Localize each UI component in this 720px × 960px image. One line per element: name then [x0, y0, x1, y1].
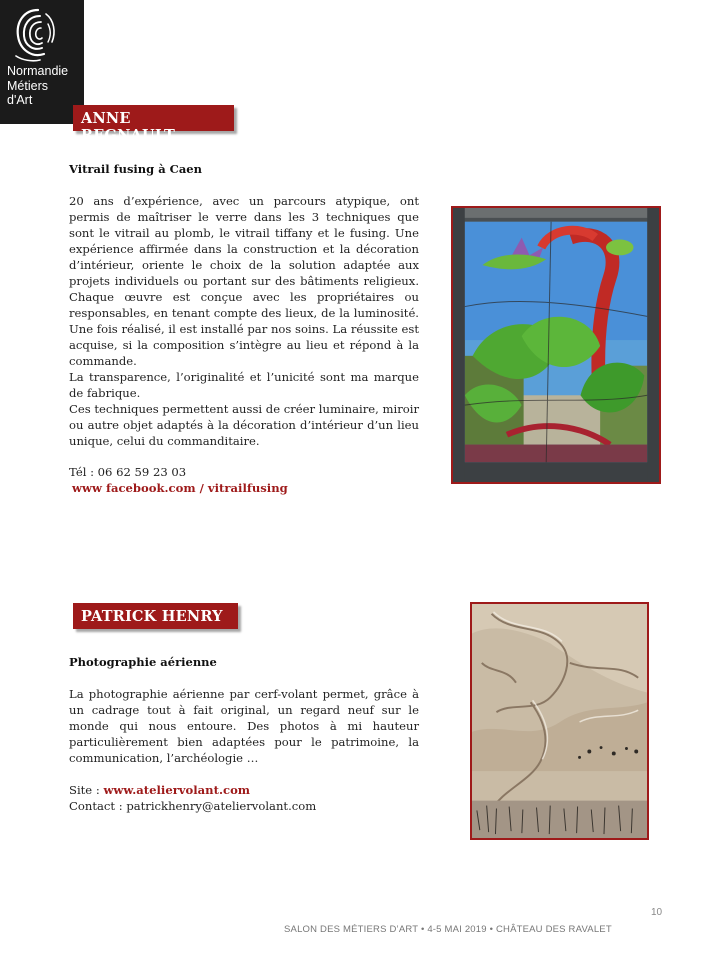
aerial-beach-photo	[470, 602, 649, 840]
artisan-description	[69, 686, 419, 766]
page-footer: SALON DES MÉTIERS D’ART • 4-5 MAI 2019 • CHÂTEAU DES RAVALET	[284, 924, 612, 935]
facebook-link-text[interactable]: www facebook.com / vitrailfusing	[72, 481, 288, 495]
brand-logo	[0, 0, 84, 124]
artisan-specialty: Vitrail fusing à Caen	[69, 162, 202, 176]
artisan-specialty: Photographie aérienne	[69, 655, 217, 669]
logo-line-2: Métiers	[7, 78, 48, 93]
website-label: Site :	[69, 783, 104, 797]
facebook-link[interactable]	[72, 480, 288, 496]
description-paragraph: 20 ans d’expérience, avec un parcours atypique, ont permis de maîtriser le verre dans les 3 techniques que sont le vitrail au plomb, le vitrail tiffany et le fusing. Une expérience affirmée dans la construction et la décoration d’intérieur, oriente le choix de la solution adaptée aux projets individuels ou portant sur des bâtiments religieux. Chaque œuvre est conçue avec les propriétaires ou responsables, en tenant compte des lieux, de la luminosité. Une fois réalisé, il est installé par nos soins. La réussite est acquise, si la composition s’intègre au lieu et répond à la commande.	[69, 194, 419, 368]
description-paragraph: La photographie aérienne par cerf-volant permet, grâce à un cadrage tout à fait original, un regard neuf sur le monde qui nous entoure. Des photos à mi hauteur particulièrement bien adaptées pour le patrimoine, la communication, l’archéologie …	[69, 687, 419, 765]
phone-number: Tél : 06 62 59 23 03	[69, 465, 187, 479]
artisan-description	[69, 193, 419, 449]
logo-wordmark	[7, 64, 83, 108]
artisan-name-tag: ANNE REGNAULT	[73, 105, 234, 131]
website-link[interactable]: www.ateliervolant.com	[103, 783, 251, 797]
stained-glass-window-photo	[451, 206, 661, 484]
contact-email: Contact : patrickhenry@ateliervolant.com	[69, 799, 317, 813]
artisan-name-tag: PATRICK HENRY	[73, 603, 238, 629]
logo-line-3: d'Art	[7, 93, 33, 107]
logo-line-1: Normandie	[7, 64, 69, 78]
fingerprint-swirl-icon	[10, 6, 60, 62]
website-line	[69, 782, 250, 798]
page-number: 10	[651, 907, 663, 918]
description-paragraph: La transparence, l’originalité et l’unicité sont ma marque de fabrique.	[69, 370, 419, 400]
description-paragraph: Ces techniques permettent aussi de créer luminaire, miroir ou autre objet adaptés à la décoration d’intérieur d’un lieu unique, celui du commanditaire.	[69, 402, 419, 448]
